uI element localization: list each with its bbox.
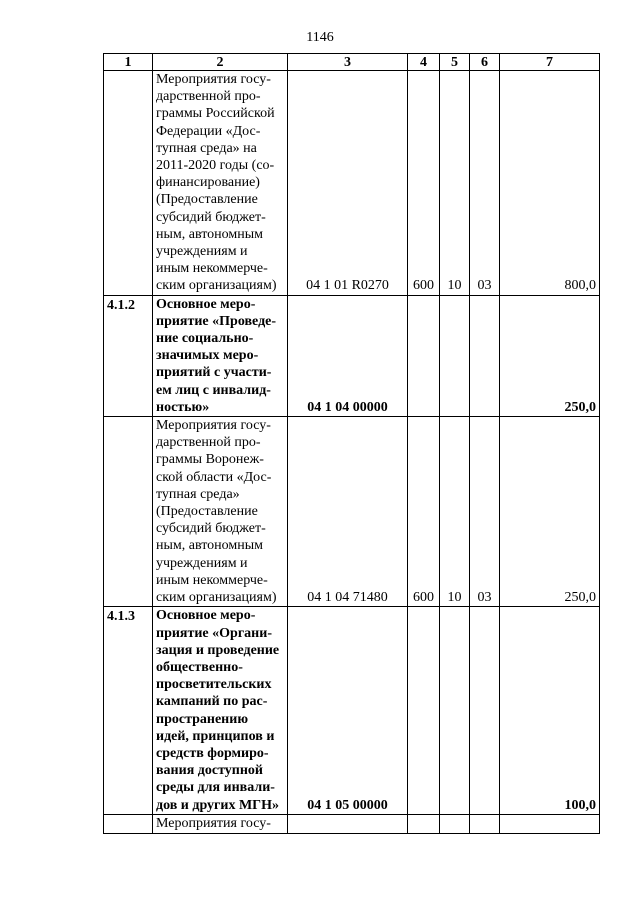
row-name-line: ностью» [156,399,210,415]
row-col-6: 03 [470,71,500,296]
row-number: 4.1.3 [104,607,153,814]
row-col-4: 600 [408,71,440,296]
row-col-5: 10 [440,417,470,607]
row-name-line: вания доступной [156,763,263,779]
row-name-line: ным, автономным [156,538,264,554]
row-col-6 [470,295,500,416]
row-number [104,71,153,296]
row-number [104,814,153,833]
row-name [153,814,288,833]
budget-table [103,53,600,834]
row-name-line: значимых меро- [156,348,259,364]
row-name-line: Мероприятия госу- [156,418,271,434]
row-col-5 [440,814,470,833]
row-name-line: 2011-2020 годы (со- [156,158,275,174]
row-name-line: пространению [156,711,249,727]
row-col-4 [408,814,440,833]
row-name-line: Федерации «Дос- [156,123,261,139]
header-col-4: 4 [408,54,440,71]
row-col-5 [440,295,470,416]
row-name-line: иным некоммерче- [156,572,268,588]
row-name-line: субсидий бюджет- [156,521,266,537]
row-name-line: Основное меро- [156,296,256,312]
header-col-3: 3 [288,54,408,71]
row-name-line: дарственной про- [156,435,261,451]
row-number: 4.1.2 [104,295,153,416]
row-name [153,295,288,416]
row-name-line: тупная среда» [156,486,240,502]
table-body [104,71,600,834]
row-name-line: иным некоммерче- [156,261,268,277]
row-col-4 [408,607,440,814]
row-name-line: ным, автономным [156,226,264,242]
row-number [104,417,153,607]
row-name-line: идей, принципов и [156,728,275,744]
row-amount [500,814,600,833]
row-name-line: ской области «Дос- [156,469,272,485]
table-row [104,814,600,833]
row-name-line: ским организациям) [156,590,277,606]
row-col-4 [408,295,440,416]
row-name-line: дарственной про- [156,89,261,105]
row-name-line: ем лиц с инвалид- [156,382,271,398]
row-name-line: финансирование) [156,175,260,191]
row-amount: 250,0 [500,295,600,416]
row-code: 04 1 05 00000 [288,607,408,814]
row-name [153,607,288,814]
row-name-line: зация и проведение [156,642,280,658]
header-col-7: 7 [500,54,600,71]
row-name-line: приятий с участи- [156,365,272,381]
row-name-line: среды для инвали- [156,780,275,796]
row-name-line: средств формиро- [156,745,269,761]
row-col-5 [440,607,470,814]
row-name-line: (Предоставление [156,504,258,520]
row-name-line: учреждениям и [156,244,248,260]
row-name-line: Мероприятия госу- [156,815,271,831]
row-code: 04 1 01 R0270 [288,71,408,296]
row-name-line: ским организациям) [156,278,277,294]
row-name [153,417,288,607]
row-name-line: (Предоставление [156,192,258,208]
row-name-line: тупная среда» на [156,140,257,156]
table-row [104,295,600,416]
header-col-5: 5 [440,54,470,71]
row-name-line: Основное меро- [156,608,256,624]
row-name-line: просветительских [156,677,272,693]
header-col-2: 2 [153,54,288,71]
row-amount: 250,0 [500,417,600,607]
row-amount: 800,0 [500,71,600,296]
row-col-5: 10 [440,71,470,296]
page-number: 1146 [306,30,334,45]
row-col-6 [470,814,500,833]
row-name-line: учреждениям и [156,555,248,571]
row-name [153,71,288,296]
row-name-line: дов и других МГН» [156,797,279,813]
table-row [104,417,600,607]
row-code: 04 1 04 00000 [288,295,408,416]
row-name-line: Мероприятия госу- [156,72,271,87]
table-row [104,71,600,296]
row-name-line: ние социально- [156,331,254,347]
table-header-row [104,54,600,71]
table-row [104,607,600,814]
row-code: 04 1 04 71480 [288,417,408,607]
row-code [288,814,408,833]
row-name-line: приятие «Проведе- [156,313,277,329]
row-col-6: 03 [470,417,500,607]
row-name-line: граммы Воронеж- [156,452,264,468]
row-col-4: 600 [408,417,440,607]
row-name-line: субсидий бюджет- [156,209,266,225]
header-col-1: 1 [104,54,153,71]
row-name-line: приятие «Органи- [156,625,272,641]
row-amount: 100,0 [500,607,600,814]
row-name-line: граммы Российской [156,106,275,122]
row-col-6 [470,607,500,814]
header-col-6: 6 [470,54,500,71]
row-name-line: кампаний по рас- [156,694,268,710]
row-name-line: общественно- [156,659,243,675]
